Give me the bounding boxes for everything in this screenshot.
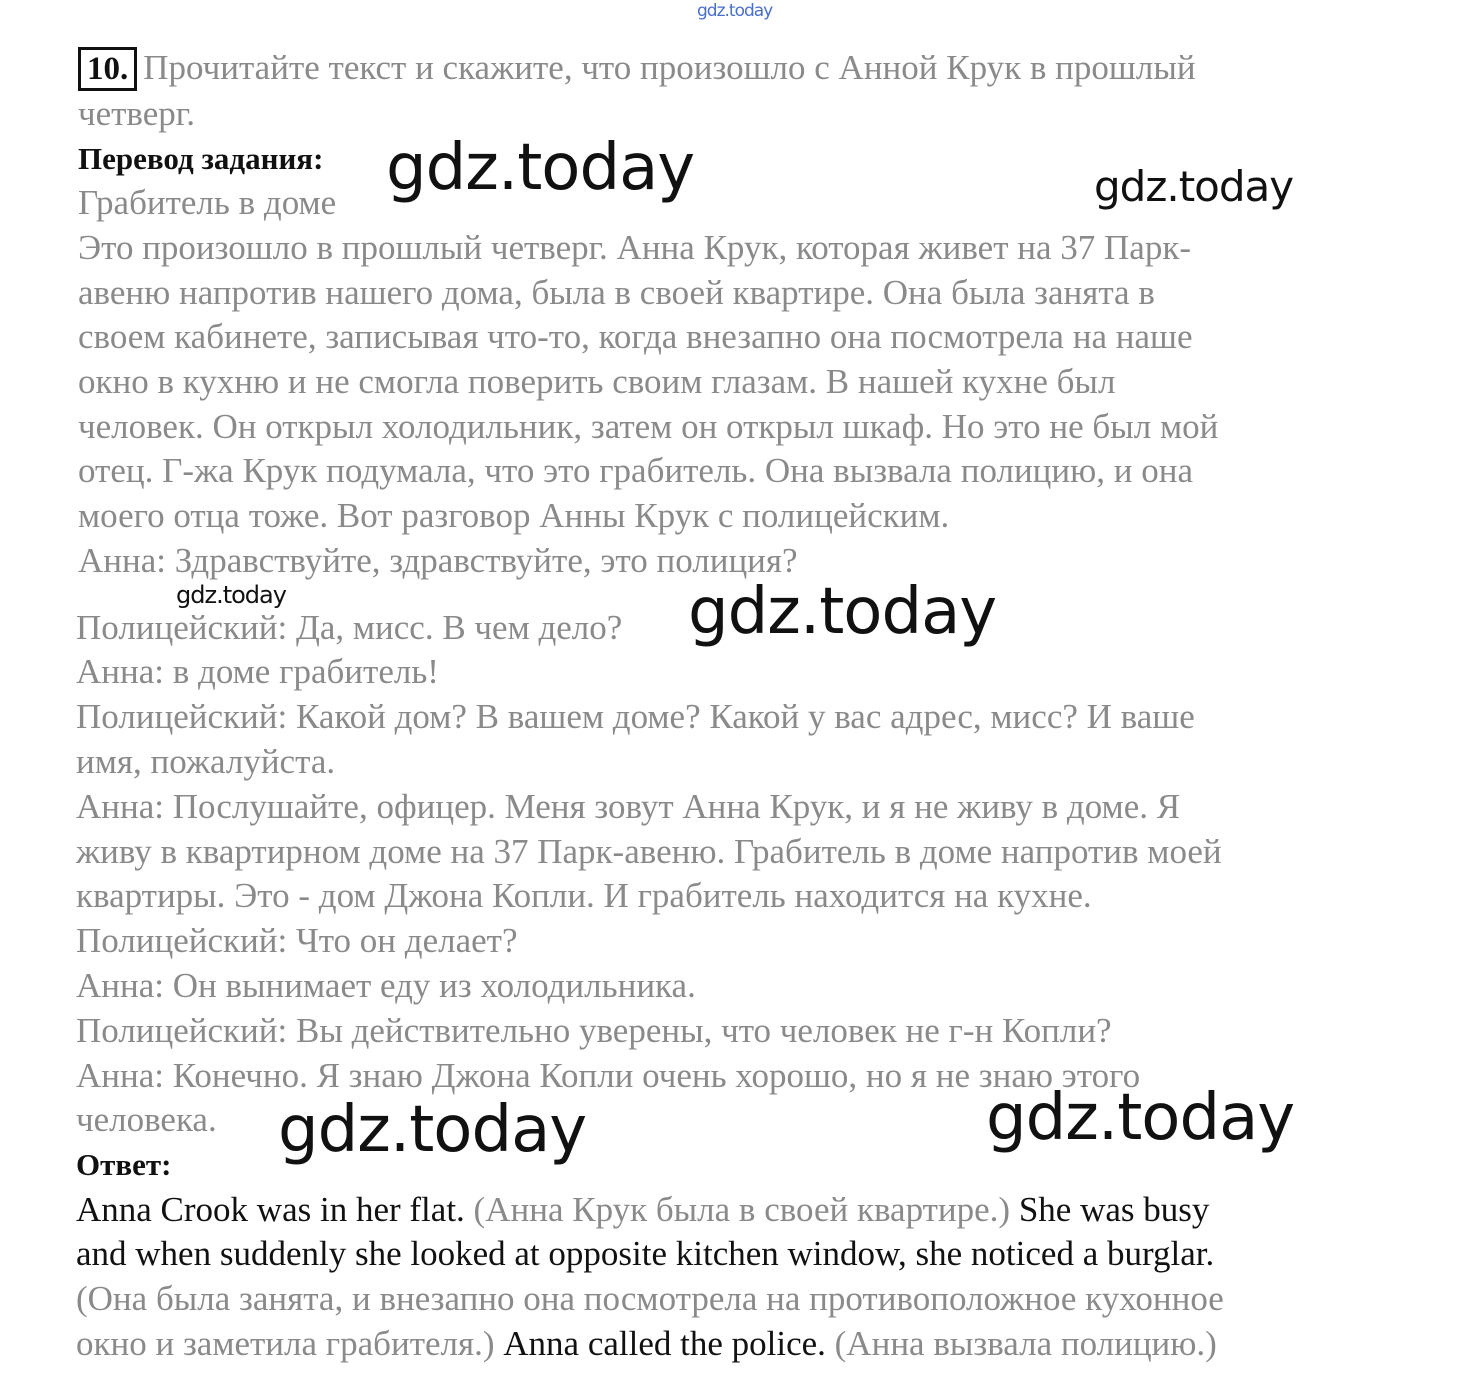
answer-english: Anna called the police. [503, 1324, 826, 1363]
translation-line: Это произошло в прошлый четверг. Анна Крук, которая живет на 37 Парк- [78, 228, 1191, 267]
task-prompt-line-1 [78, 46, 1196, 91]
translation-line: окно в кухню и не смогла поверить своим глазам. В нашей кухне был [78, 362, 1116, 401]
watermark: gdz.today [1094, 162, 1294, 211]
translation-line: моего отца тоже. Вот разговор Анны Крук с полицейским. [78, 496, 950, 535]
answer-line-2: and when suddenly she looked at opposite kitchen window, she noticed a burglar. [76, 1234, 1215, 1273]
dialogue-line: Полицейский: Какой дом? В вашем доме? Какой у вас адрес, мисс? И ваше [76, 697, 1195, 736]
translation-line: Анна: Здравствуйте, здравствуйте, это полиция? [78, 541, 798, 580]
dialogue-line: живу в квартирном доме на 37 Парк-авеню. Грабитель в доме напротив моей [76, 832, 1222, 871]
watermark: gdz.today [688, 575, 997, 649]
translation-line: своем кабинете, записывая что-то, когда внезапно она посмотрела на наше [78, 317, 1193, 356]
dialogue-line: Анна: в доме грабитель! [76, 652, 439, 691]
answer-line-3: (Она была занята, и внезапно она посмотрела на противоположное кухонное [76, 1279, 1224, 1318]
answer-russian: (Анна Крук была в своей квартире.) [464, 1190, 1019, 1229]
dialogue-line: Анна: Конечно. Я знаю Джона Копли очень хорошо, но я не знаю этого [76, 1056, 1141, 1095]
answer-heading: Ответ: [76, 1147, 172, 1182]
dialogue-line: Полицейский: Да, мисс. В чем дело? [76, 608, 623, 647]
task-prompt-line-2: четверг. [78, 94, 195, 133]
dialogue-line: Полицейский: Что он делает? [76, 921, 518, 960]
translation-line: человек. Он открыл холодильник, затем он открыл шкаф. Но это не был мой [78, 407, 1219, 446]
answer-russian: (Анна вызвала полицию.) [825, 1324, 1217, 1363]
watermark: gdz.today [386, 131, 695, 205]
answer-line-1 [76, 1188, 1209, 1232]
dialogue-line: Полицейский: Вы действительно уверены, что человек не г-н Копли? [76, 1011, 1112, 1050]
dialogue-line: Анна: Послушайте, офицер. Меня зовут Анна Крук, и я не живу в доме. Я [76, 787, 1181, 826]
translation-line: отец. Г-жа Крук подумала, что это грабитель. Она вызвала полицию, и она [78, 451, 1194, 490]
translation-title: Грабитель в доме [78, 183, 337, 222]
answer-english: Anna Crook was in her flat. [76, 1190, 465, 1229]
dialogue-line: имя, пожалуйста. [76, 742, 336, 781]
translation-line: авеню напротив нашего дома, была в своей квартире. Она была занята в [78, 273, 1155, 312]
answer-russian: окно и заметила грабителя.) [76, 1324, 504, 1363]
watermark: gdz.today [176, 581, 286, 609]
watermark: gdz.today [278, 1093, 587, 1167]
answer-english: She was busy [1018, 1190, 1210, 1229]
translation-heading: Перевод задания: [78, 141, 324, 176]
task-number: 10. [78, 47, 137, 91]
watermark-top: gdz.today [697, 1, 773, 21]
task-prompt-text: Прочитайте текст и скажите, что произошло с Анной Крук в прошлый [143, 48, 1196, 87]
dialogue-line: Анна: Он вынимает еду из холодильника. [76, 966, 696, 1005]
dialogue-line: человека. [76, 1100, 217, 1139]
watermark: gdz.today [986, 1081, 1295, 1155]
dialogue-line: квартиры. Это - дом Джона Копли. И грабитель находится на кухне. [76, 876, 1092, 915]
answer-line-4 [76, 1322, 1217, 1366]
